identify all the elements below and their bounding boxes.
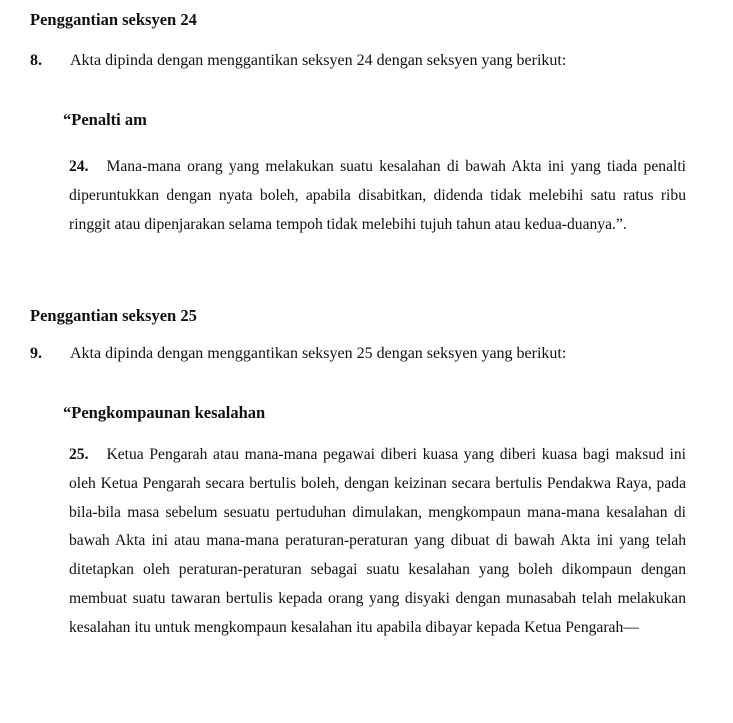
amendment-8: [30, 52, 710, 70]
amendment-text: Akta dipinda dengan menggantikan seksyen 25 dengan seksyen yang berikut:: [70, 345, 567, 362]
section-24-heading: Penggantian seksyen 24: [30, 10, 197, 29]
amendment-9: [30, 345, 710, 363]
section-24-paragraph: [69, 153, 686, 239]
section-25-new-title: “Pengkompaunan kesalahan: [63, 403, 266, 422]
paragraph-number: 25.: [69, 446, 89, 463]
paragraph-text: Ketua Pengarah atau mana-mana pegawai diberi kuasa yang diberi kuasa bagi maksud ini oleh Ketua Pengarah secara bertulis boleh, dengan keizinan secara bertulis Pendakwa Raya, pada bila-bila masa sebelum sesuatu pertuduhan dimulakan, mengkompaun mana-mana kesalahan di bawah Akta ini atau mana-mana peraturan-peraturan yang dibuat di bawah Akta ini yang telah ditetapkan oleh peraturan-peraturan sebagai suatu kesalahan yang boleh dikompaun dengan membuat suatu tawaran bertulis kepada orang yang disyaki dengan munasabah telah melakukan kesalahan itu untuk mengkompaun kesalahan itu apabila dibayar kepada Ketua Pengarah—: [69, 446, 686, 636]
paragraph-text: Mana-mana orang yang melakukan suatu kesalahan di bawah Akta ini yang tiada penalti diperuntukkan dengan nyata boleh, apabila disabitkan, didenda tidak melebihi satu ratus ribu ringgit atau dipenjarakan selama tempoh tidak melebihi tujuh tahun atau kedua-duanya.”.: [69, 158, 686, 233]
section-25-heading: Penggantian seksyen 25: [30, 306, 197, 325]
section-24-new-title: “Penalti am: [63, 110, 147, 129]
section-25-paragraph: [69, 441, 686, 643]
amendment-text: Akta dipinda dengan menggantikan seksyen 24 dengan seksyen yang berikut:: [70, 52, 567, 69]
paragraph-number: 24.: [69, 158, 89, 175]
amendment-number: 8.: [30, 52, 42, 69]
amendment-number: 9.: [30, 345, 42, 362]
